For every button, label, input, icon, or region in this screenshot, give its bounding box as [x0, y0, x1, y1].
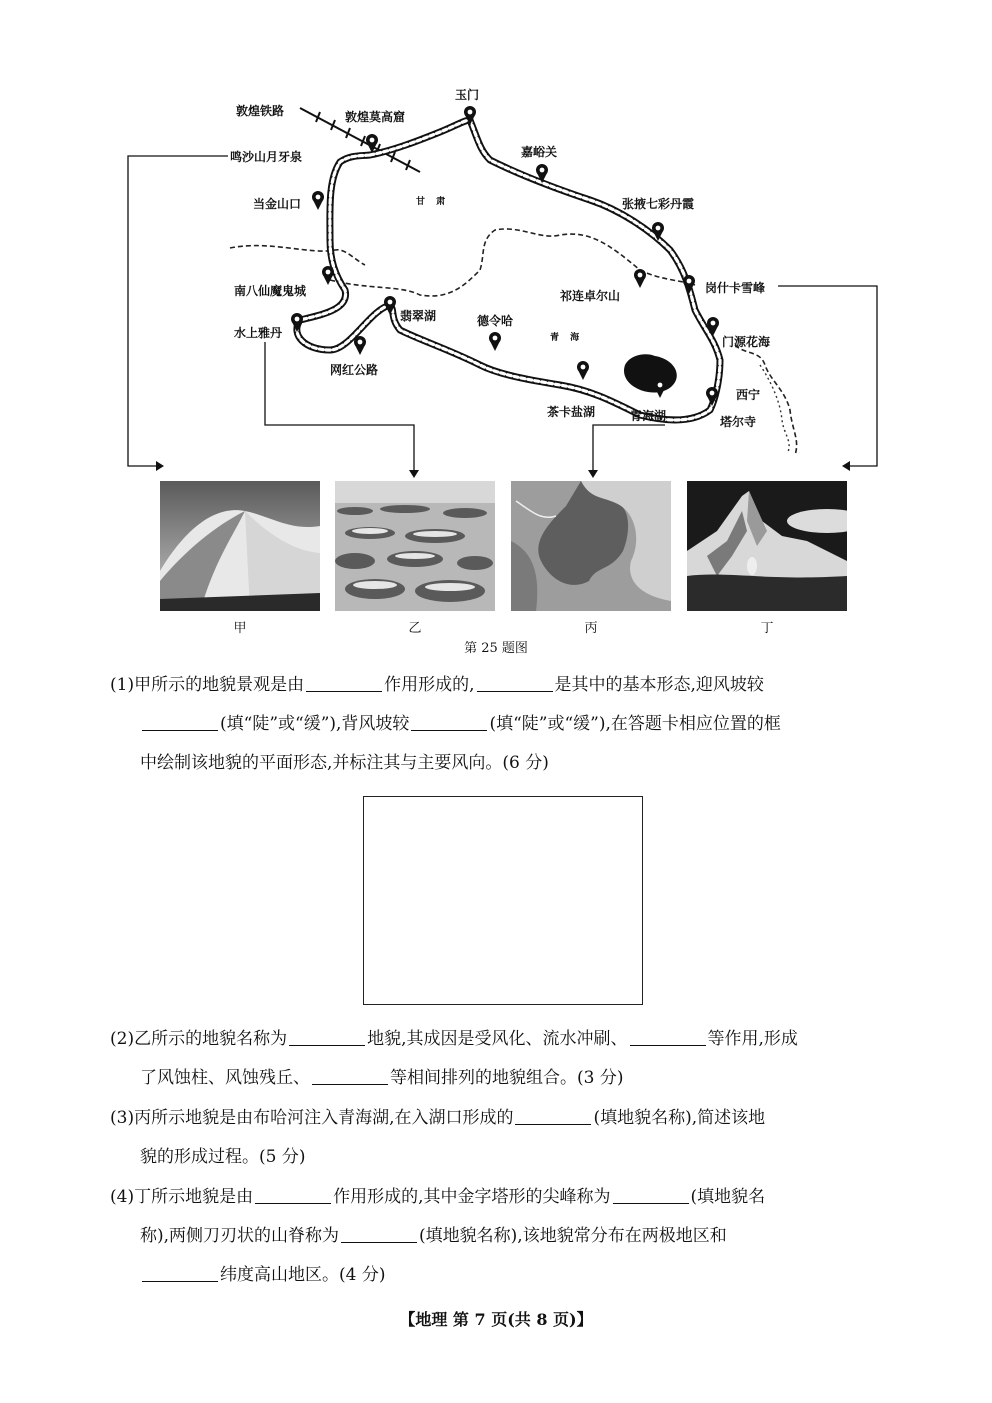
label-dangjin: 当金山口 [253, 197, 302, 211]
region-qinghai: 青 海 [550, 333, 584, 343]
photo-ding-horn-peak [687, 481, 847, 611]
arrow-ding [842, 461, 850, 471]
question-4: (4)丁所示地貌是由 作用形成的,其中金字塔形的尖峰称为 (填地貌名 称),两侧刀刃状的山脊称为 (填地貌名称),该地貌常分布在两极地区和 纬度高山地区。(4 分) [110, 1187, 766, 1285]
pin-qinghaihu-icon [654, 379, 666, 398]
answer-blank[interactable] [477, 674, 553, 692]
answer-blank[interactable] [312, 1067, 388, 1085]
connector-line-bing [593, 425, 665, 470]
arrow-bing [588, 470, 598, 478]
region-gansu: 甘 肃 [416, 197, 450, 207]
photo-jia-dunes [160, 481, 320, 611]
answer-blank[interactable] [515, 1107, 591, 1125]
photo-caption-yi: 乙 [408, 621, 422, 636]
label-qinghaihu: 青海湖 [630, 409, 667, 423]
river [760, 365, 789, 452]
photo-caption-bing: 丙 [584, 621, 598, 636]
label-gangshika: 岗什卡雪峰 [705, 281, 766, 295]
label-zhangye: 张掖七彩丹霞 [622, 197, 695, 211]
answer-blank[interactable] [289, 1028, 365, 1046]
answer-blank[interactable] [142, 1264, 218, 1282]
arrow-jia [156, 461, 164, 471]
pin-nanbaxian-icon [322, 266, 334, 285]
answer-blank[interactable] [630, 1028, 706, 1046]
photo-yi-yardang [335, 481, 495, 611]
label-jiayuguan: 嘉峪关 [521, 145, 558, 159]
label-feicui: 翡翠湖 [400, 309, 437, 323]
page-footer: 【地理 第 7 页(共 8 页)】 [399, 1310, 593, 1329]
label-chaka: 茶卡盐湖 [547, 405, 596, 419]
qinghai-lake-shape [624, 354, 677, 392]
answer-blank[interactable] [306, 674, 382, 692]
label-shuishang: 水上雅丹 [234, 326, 283, 340]
figure-caption: 第 25 题图 [464, 641, 528, 656]
label-yumen: 玉门 [455, 88, 480, 102]
label-menyuan: 门源花海 [722, 335, 771, 349]
photo-caption-ding: 丁 [760, 621, 774, 636]
pin-wanghong-icon [354, 336, 366, 355]
border-gansu-north [230, 246, 365, 265]
label-nanbaxian: 南八仙魔鬼城 [234, 284, 307, 298]
label-mogao: 敦煌莫高窟 [345, 110, 406, 124]
question-2: (2)乙所示的地貌名称为 地貌,其成因是受风化、流水冲刷、 等作用,形成 了风蚀柱、风蚀残丘、 等相间排列的地貌组合。(3 分) [110, 1029, 798, 1088]
label-zhuoer: 祁连卓尔山 [560, 289, 621, 303]
label-xining: 西宁 [736, 388, 761, 402]
question-1: (1)甲所示的地貌景观是由 作用形成的, 是其中的基本形态,迎风坡较 (填“陡”或“缓”),背风坡较 (填“陡”或“缓”),在答题卡相应位置的框 中绘制该地貌的平面形态,并标注其与主要风向。(6 分) [110, 675, 781, 773]
label-dunhuang-railway: 敦煌铁路 [236, 104, 285, 118]
answer-blank[interactable] [142, 713, 218, 731]
photo-bing-delta [511, 481, 671, 611]
label-mingsha: 鸣沙山月牙泉 [230, 150, 303, 164]
label-wanghong: 网红公路 [330, 363, 379, 377]
answer-blank[interactable] [411, 713, 487, 731]
pin-dangjin-icon [312, 191, 324, 210]
connector-line-ding [778, 286, 877, 466]
answer-blank[interactable] [613, 1186, 689, 1204]
photo-caption-jia: 甲 [233, 621, 247, 636]
answer-blank[interactable] [341, 1225, 417, 1243]
arrow-yi [409, 470, 419, 478]
label-taer: 塔尔寺 [720, 415, 757, 429]
question-3: (3)丙所示地貌是由布哈河注入青海湖,在入湖口形成的 (填地貌名称),简述该地 貌的形成过程。(5 分) [110, 1108, 766, 1167]
connector-line-jia [128, 156, 228, 466]
pin-zhuoer-icon [634, 269, 646, 288]
pin-delingha-icon [489, 332, 501, 351]
label-delingha: 德令哈 [477, 314, 514, 328]
drawing-answer-box[interactable] [363, 796, 643, 1005]
pin-chaka-icon [577, 361, 589, 380]
pin-shuishang-icon [291, 313, 303, 332]
answer-blank[interactable] [255, 1186, 331, 1204]
